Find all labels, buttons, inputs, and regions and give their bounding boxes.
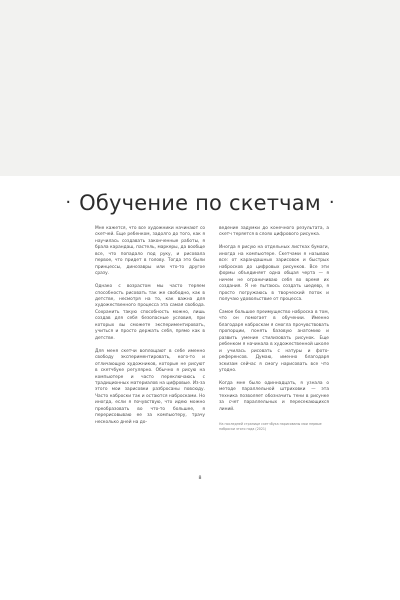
page-number: 8 — [198, 476, 202, 481]
paragraph-left-1: Мне кажется, что все художники начинают со скетчей. Еще ребенком, задолго до того, как я научилась создавать законченные работы, я брала карандаш, пастель, маркеры, да вообще все, что попадало под руку, и рисовала первое, что придет в голову. Тогда это были принцессы, динозавры или что-то другое сразу. — [95, 226, 205, 277]
title-dot-left: · — [65, 192, 72, 213]
paragraph-right-4: Когда мне было одиннадцать, я узнала о методе параллельной штриховки — эта техника позволяет обозначить тени в рисунке за счет параллельных и пересекающихся линий. — [219, 381, 329, 412]
page-title: Обучение по скетчам — [79, 190, 321, 215]
paragraph-left-2: Однако с возрастом мы часто теряем способность рисовать так же свободно, как в детстве, несмотря на то, как важна для художественного процесса эта самая свобода. Сохранить такую способность можно, лишь создав для себя безопасные условия, при которых вы сможете экспериментировать, учиться и просто держать себя, прямо как в детстве. — [95, 284, 205, 341]
paragraph-right-1: ведение задумки до конечного результата, а скетч теряется в слоях цифрового рисунка. — [219, 226, 329, 238]
image-caption: На последней странице скетчбука нарисованы мои первые наброски этого года (2021) — [219, 422, 322, 431]
left-column — [95, 226, 205, 476]
article-body — [95, 226, 330, 476]
right-column — [219, 226, 329, 476]
paragraph-left-3: Для меня скетчи воплощают в себе именно свободу экспериментировать, кого-то и отличающую художников, которые не рисуют в скетчбуке регулярно. Обычно я рисую на компьютере и часто переключаюсь с традиционных материалов на цифровые. Из-за этого мои зарисовки разбросаны повсюду. Часто наброски так и остаются набросками. Но иногда, если я почувствую, что идею можно преобразовать во что-то большее, я перерисовываю ее за компьютеру, трачу несколько дней на до- — [95, 348, 205, 425]
paragraph-right-2: Иногда я рисую на отдельных листках бумаги, иногда на компьютере. Скетчами я называю все: от карандашных зарисовок и быстрых набросков до цифровых рисунков. Все эти формы объединяет одна общая черта — я ничем не ограничиваю себя во время их создания. Я не пытаюсь создать шедевр, я просто погружаюсь в творческий поток и получаю удовольствие от процесса. — [219, 245, 329, 303]
top-image-band — [0, 0, 400, 176]
paragraph-right-3: Самое большое преимущество наброска в том, что он помогает в обучении. Именно благодаря наброскам я смогла прочувствовать пропорции, понять базовую анатомию и развить умение стилизовать рисунок. Еще ребенком я начинала в художественной школе и училась рисовать с натуры и фото-референсов. Думаю, именно благодаря эскизам сейчас я смогу нарисовать все что угодно. — [219, 309, 329, 374]
section-title — [0, 187, 400, 219]
title-dot-right: · — [328, 192, 335, 213]
